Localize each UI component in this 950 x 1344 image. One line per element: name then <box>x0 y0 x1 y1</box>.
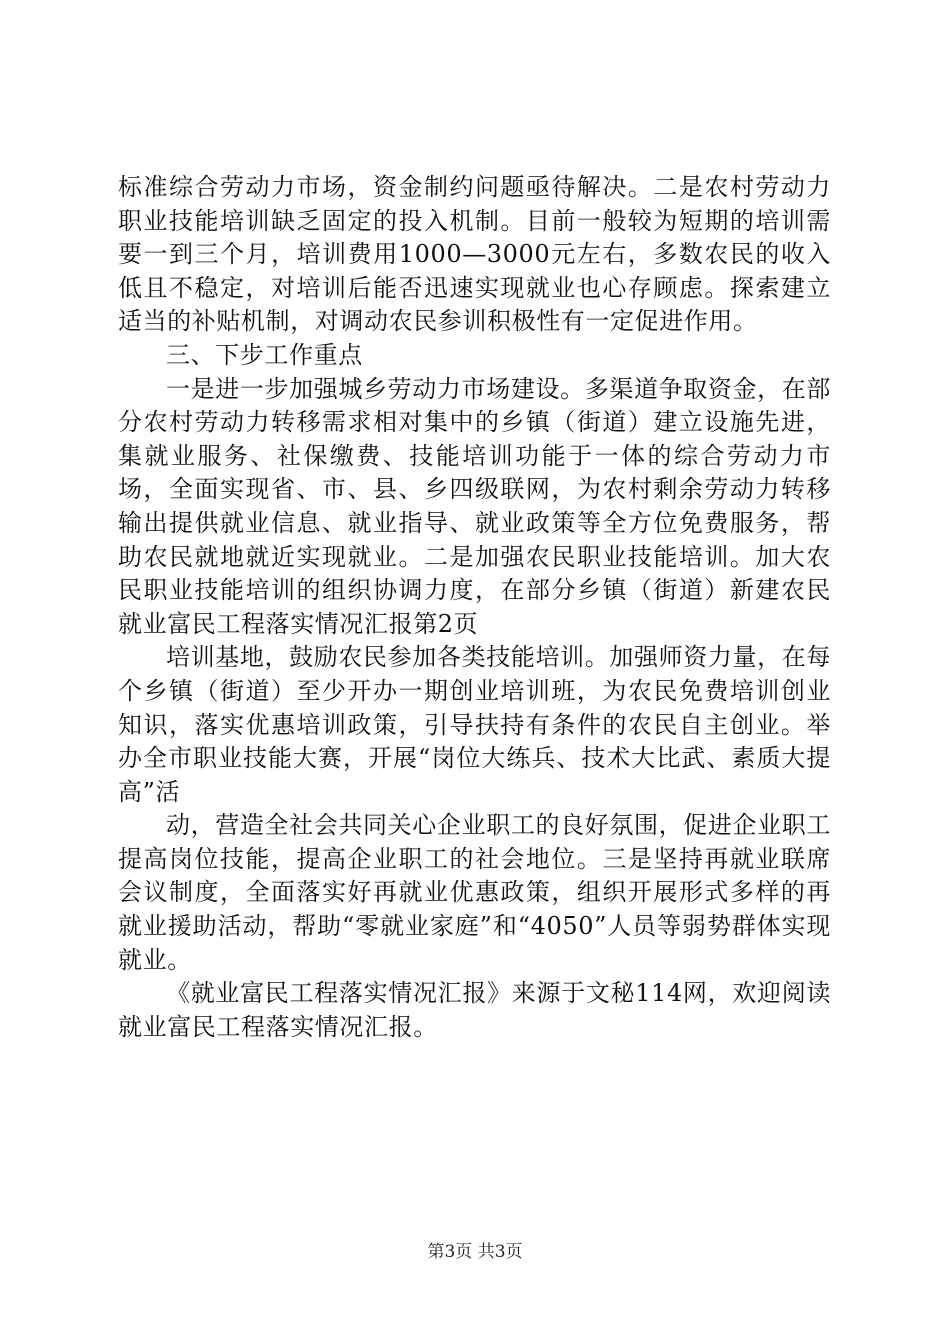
paragraph-training-base: 培训基地，鼓励农民参加各类技能培训。加强师资力量，在每个乡镇（街道）至少开办一期创业培训班，为农民免费培训创业知识，落实优惠培训政策，引导扶持有条件的农民自主创业。举办全市职业技能大赛，开展“岗位大练兵、技术大比武、素质大提高”活 <box>118 643 831 806</box>
document-body <box>118 171 831 1044</box>
paragraph-market-construction: 一是进一步加强城乡劳动力市场建设。多渠道争取资金，在部分农村劳动力转移需求相对集中的乡镇（街道）建立设施先进，集就业服务、社保缴费、技能培训功能于一体的综合劳动力市场，全面实现省、市、县、乡四级联网，为农村剩余劳动力转移输出提供就业信息、就业指导、就业政策等全方位免费服务，帮助农民就地就近实现就业。二是加强农民职业技能培训。加大农民职业技能培训的组织协调力度，在部分乡镇（街道）新建农民就业富民工程落实情况汇报第2页 <box>118 374 831 638</box>
paragraph-source-note: 《就业富民工程落实情况汇报》来源于文秘114网，欢迎阅读就业富民工程落实情况汇报。 <box>118 979 831 1041</box>
section-heading: 三、下步工作重点 <box>166 340 363 369</box>
page-footer: 第3页 共3页 <box>427 1242 523 1262</box>
paragraph-reemployment: 动，营造全社会共同关心企业职工的良好氛围，促进企业职工提高岗位技能，提高企业职工的社会地位。三是坚持再就业联席会议制度，全面落实好再就业优惠政策，组织开展形式多样的再就业援助活动，帮助“零就业家庭”和“4050”人员等弱势群体实现就业。 <box>118 811 831 974</box>
paragraph-continuation: 标准综合劳动力市场，资金制约问题亟待解决。二是农村劳动力职业技能培训缺乏固定的投入机制。目前一般较为短期的培训需要一到三个月，培训费用1000—3000元左右，多数农民的收入低且不稳定，对培训后能否迅速实现就业也心存顾虑。探索建立适当的补贴机制，对调动农民参训积极性有一定促进作用。 <box>118 173 831 336</box>
